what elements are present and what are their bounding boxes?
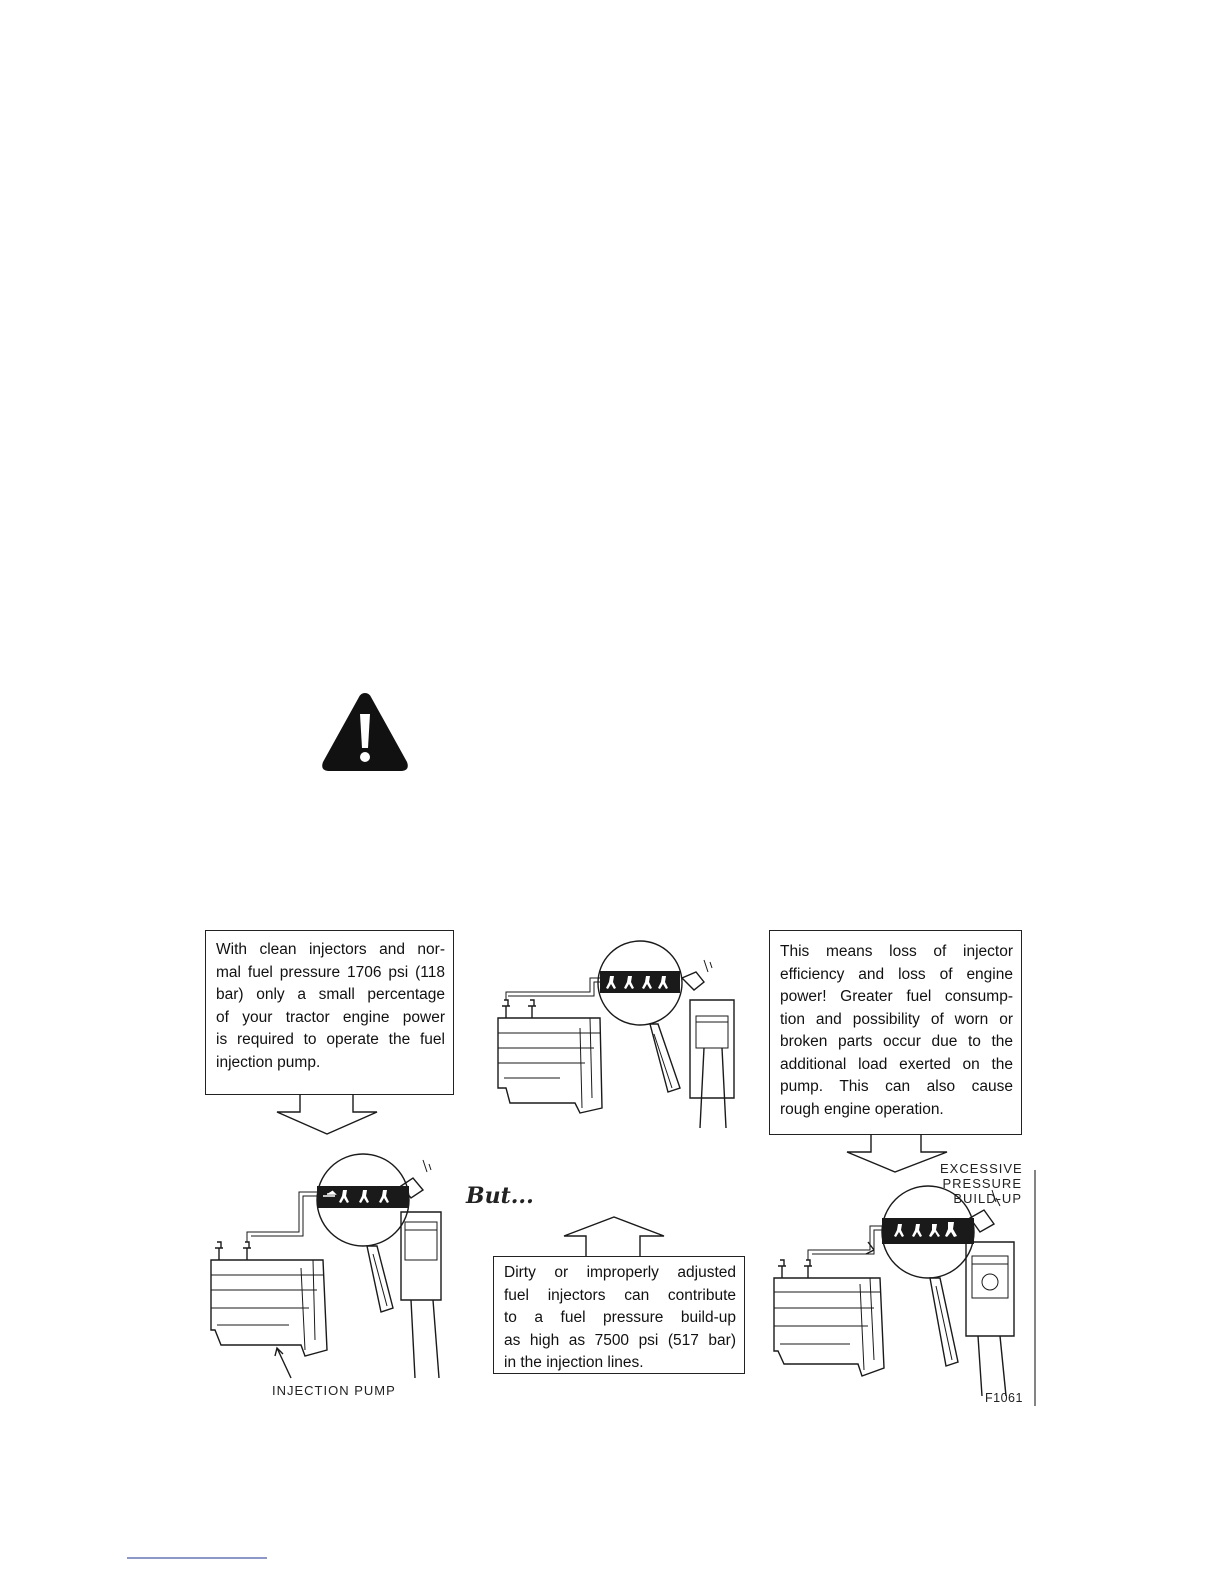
- but-text: But...: [466, 1183, 534, 1209]
- callout-line: as high as 7500 psi (517 bar): [504, 1331, 736, 1349]
- callout-line: bar) only a small percentage: [216, 986, 445, 1003]
- down-arrow-icon: [845, 1134, 950, 1174]
- up-arrow-icon: [562, 1216, 672, 1258]
- callout-line: of your tractor engine power: [216, 1008, 445, 1026]
- callout-line: injection pump.: [216, 1053, 321, 1071]
- callout-line: in the injection lines.: [504, 1354, 644, 1371]
- engine-illustration-top: [490, 938, 750, 1128]
- callout-line: fuel injectors can contribute: [504, 1286, 736, 1304]
- callout-dirty-injectors: [493, 1256, 745, 1374]
- callout-line: With clean injectors and nor-: [216, 941, 445, 958]
- callout-line: This means loss of injector: [780, 943, 1013, 960]
- callout-line: Dirty or improperly adjusted: [504, 1264, 736, 1281]
- footer-rule: [127, 1557, 269, 1560]
- engine-illustration-bottom-right: [770, 1186, 1040, 1396]
- label-line: BUILD-UP: [953, 1191, 1022, 1206]
- callout-line: tion and possibility of worn or: [780, 1010, 1013, 1028]
- callout-line: pump. This can also cause: [780, 1078, 1013, 1095]
- injection-pump-label: INJECTION PUMP: [272, 1383, 396, 1398]
- label-line: EXCESSIVE: [940, 1161, 1023, 1176]
- warning-triangle-icon: [320, 690, 410, 775]
- callout-line: mal fuel pressure 1706 psi (118: [216, 963, 445, 981]
- callout-clean-injectors: [205, 930, 454, 1095]
- callout-line: to a fuel pressure build-up: [504, 1309, 736, 1326]
- figure-id: F1061: [985, 1391, 1023, 1405]
- callout-line: power! Greater fuel consump-: [780, 988, 1013, 1005]
- callout-line: efficiency and loss of engine: [780, 965, 1013, 983]
- callout-line: is required to operate the fuel: [216, 1031, 445, 1048]
- callout-line: rough engine operation.: [780, 1100, 944, 1118]
- callout-line: additional load exerted on the: [780, 1055, 1013, 1073]
- label-line: PRESSURE: [942, 1176, 1022, 1191]
- engine-illustration-bottom-left: [205, 1150, 465, 1380]
- callout-line: broken parts occur due to the: [780, 1033, 1013, 1050]
- callout-loss-of-efficiency: [769, 930, 1022, 1135]
- down-arrow-icon: [275, 1094, 380, 1136]
